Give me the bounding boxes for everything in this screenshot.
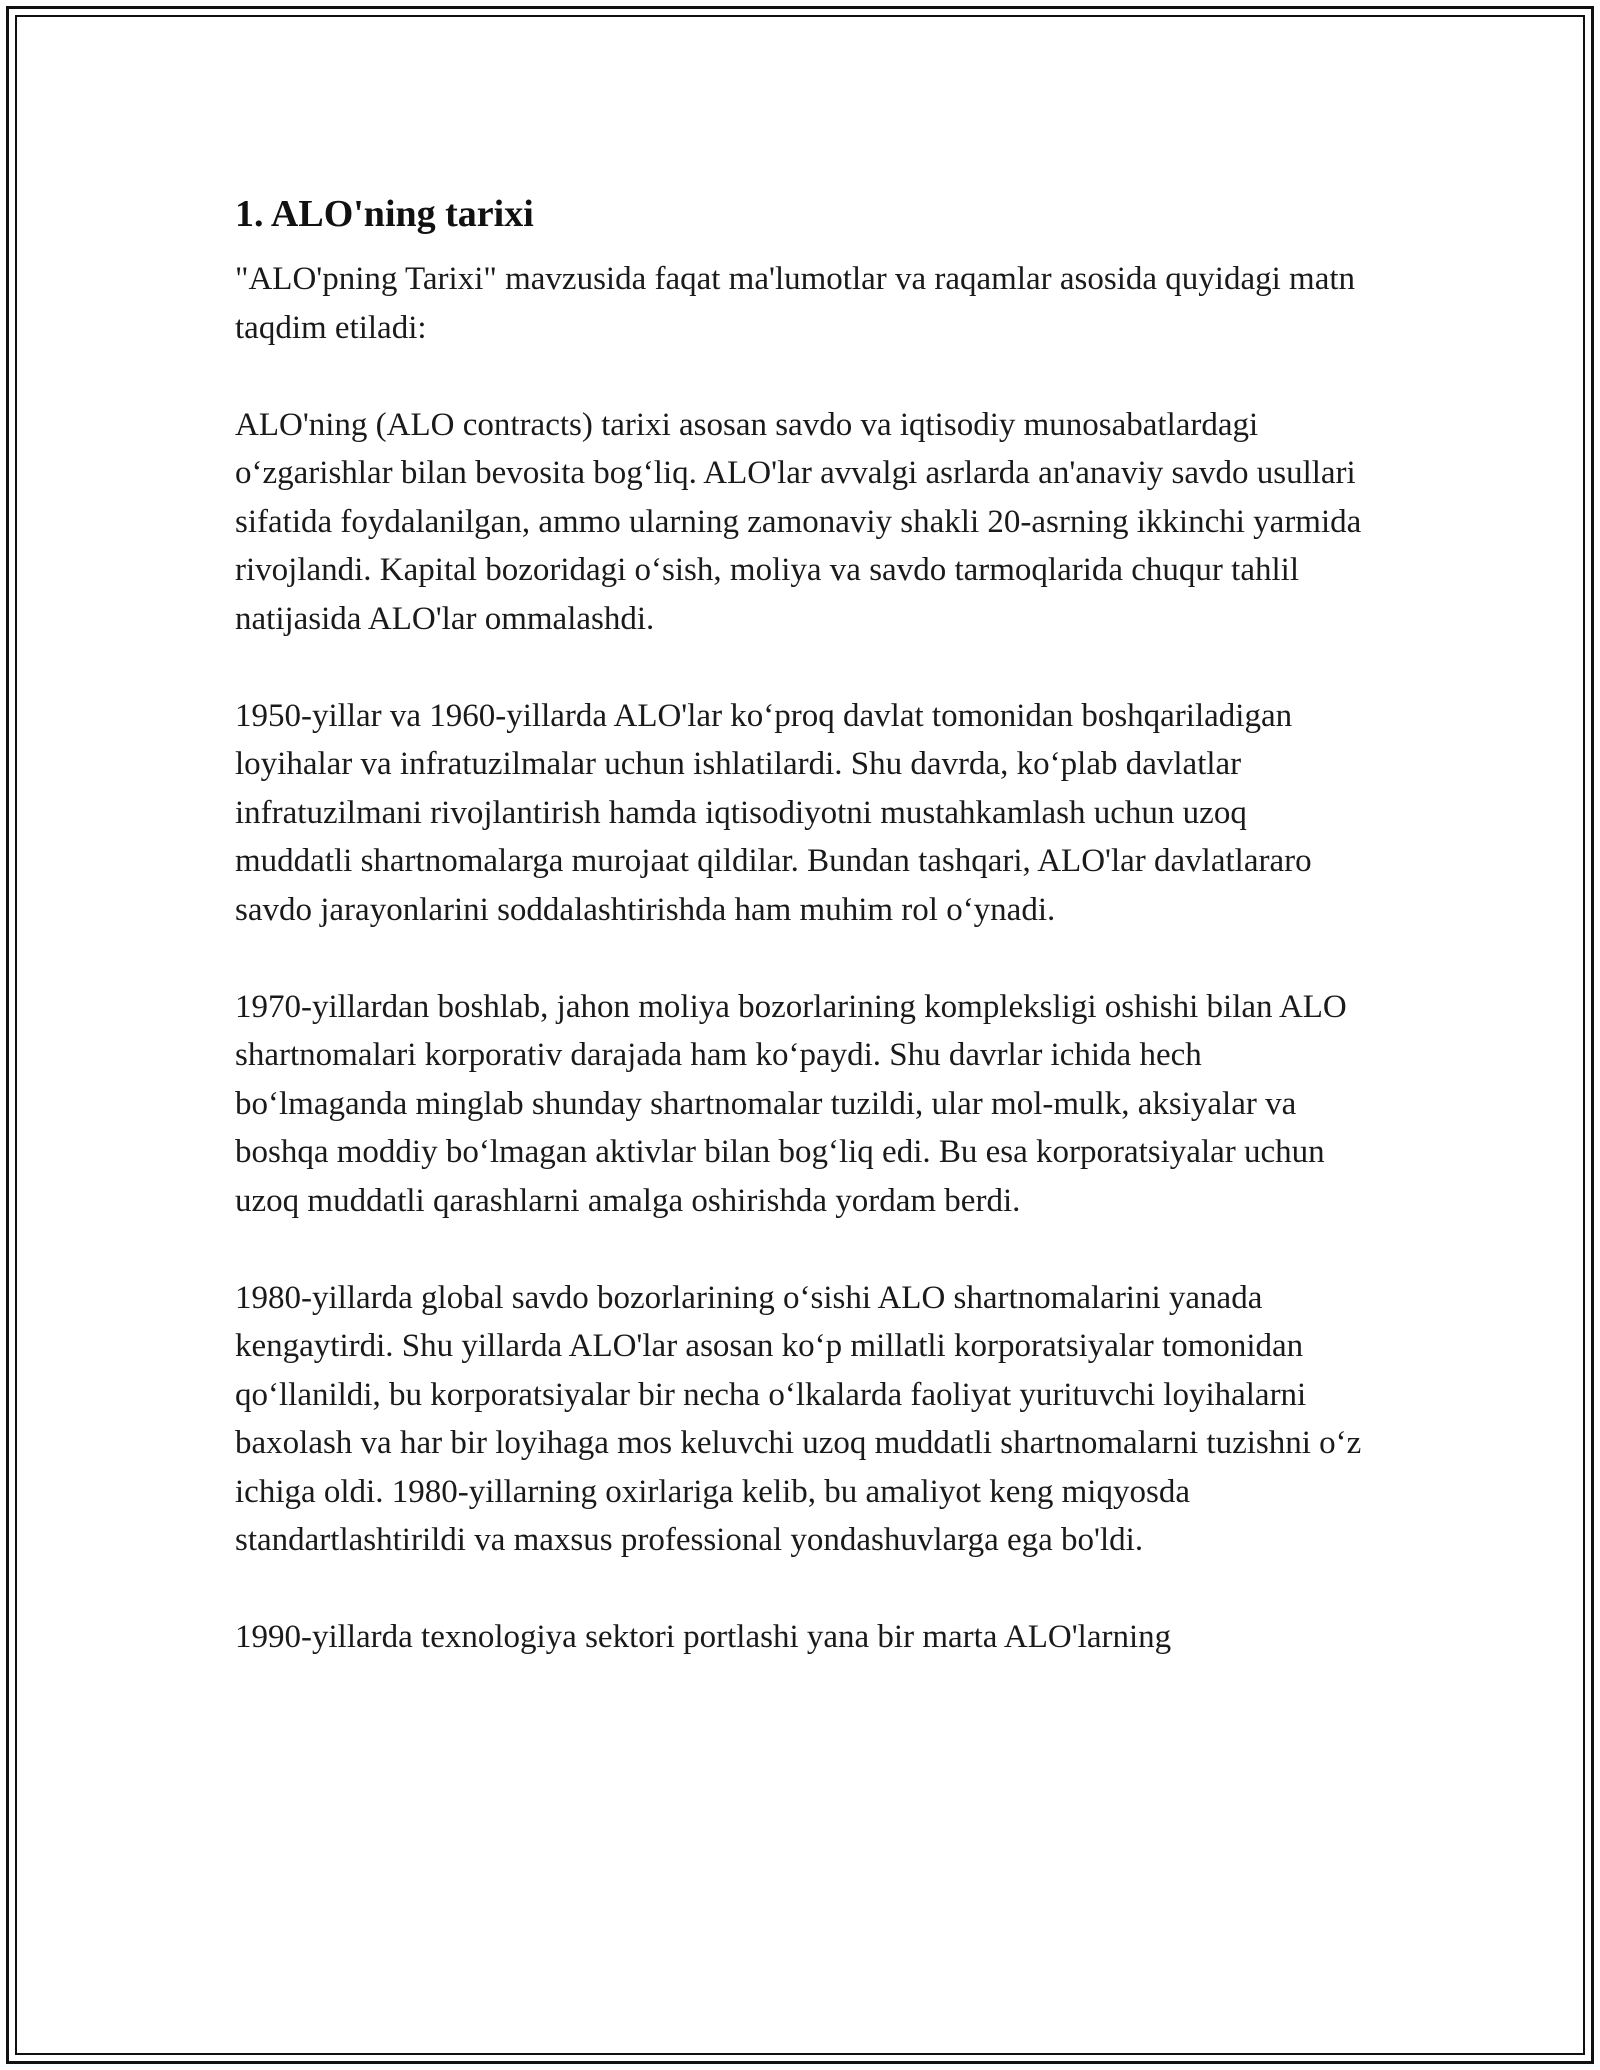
paragraph-1970s: 1970-yillardan boshlab, jahon moliya bozorlarining kompleksligi oshishi bilan ALO shartnomalari korporativ darajada ham ko‘paydi. Shu davrlar ichida hech bo‘lmaganda minglab shunday shartnomalar tuzildi, ular mol-mulk, aksiyalar va boshqa moddiy bo‘lmagan aktivlar bilan bog‘liq edi. Bu esa korporatsiyalar uchun uzoq muddatli qarashlarni amalga oshirishda yordam berdi. [235,988,1347,1219]
section-heading: 1. ALO'ning tarixi [235,193,534,235]
paragraph-1950s-1960s: 1950-yillar va 1960-yillarda ALO'lar ko‘proq davlat tomonidan boshqariladigan loyihalar va infratuzilmalar uchun ishlatilardi. Shu davrda, ko‘plab davlatlar infratuzilmani rivojlantirish hamda iqtisodiyotni mustahkamlash uchun uzoq muddatli shartnomalarga murojaat qildilar. Bundan tashqari, ALO'lar davlatlararo savdo jarayonlarini soddalashtirishda ham muhim rol o‘ynadi. [235,697,1312,928]
paragraph-1990s: 1990-yillarda texnologiya sektori portlashi yana bir marta ALO'larning [235,1619,1172,1655]
paragraph-1980s: 1980-yillarda global savdo bozorlarining o‘sishi ALO shartnomalarini yanada kengaytirdi. Shu yillarda ALO'lar asosan ko‘p millatli korporatsiyalar tomonidan qo‘llanildi, bu korporatsiyalar bir necha o‘lkalarda faoliyat yurituvchi loyihalarni baxolash va har bir loyihaga mos keluvchi uzoq muddatli shartnomalarni tuzishni o‘z ichiga oldi. 1980-yillarning oxirlariga kelib, bu amaliyot keng miqyosda standartlashtirildi va maxsus professional yondashuvlarga ega bo'ldi. [235,1279,1362,1558]
document-body [235,185,1365,1662]
paragraph-history-overview: ALO'ning (ALO contracts) tarixi asosan savdo va iqtisodiy munosabatlardagi o‘zgarishlar bilan bevosita bog‘liq. ALO'lar avvalgi asrlarda an'anaviy savdo usullari sifatida foydalanilgan, ammo ularning zamonaviy shakli 20-asrning ikkinchi yarmida rivojlandi. Kapital bozoridagi o‘sish, moliya va savdo tarmoqlarida chuqur tahlil natijasida ALO'lar ommalashdi. [235,406,1362,637]
paragraph-intro: "ALO'pning Tarixi" mavzusida faqat ma'lumotlar va raqamlar asosida quyidagi matn taqdim etiladi: [235,261,1356,346]
